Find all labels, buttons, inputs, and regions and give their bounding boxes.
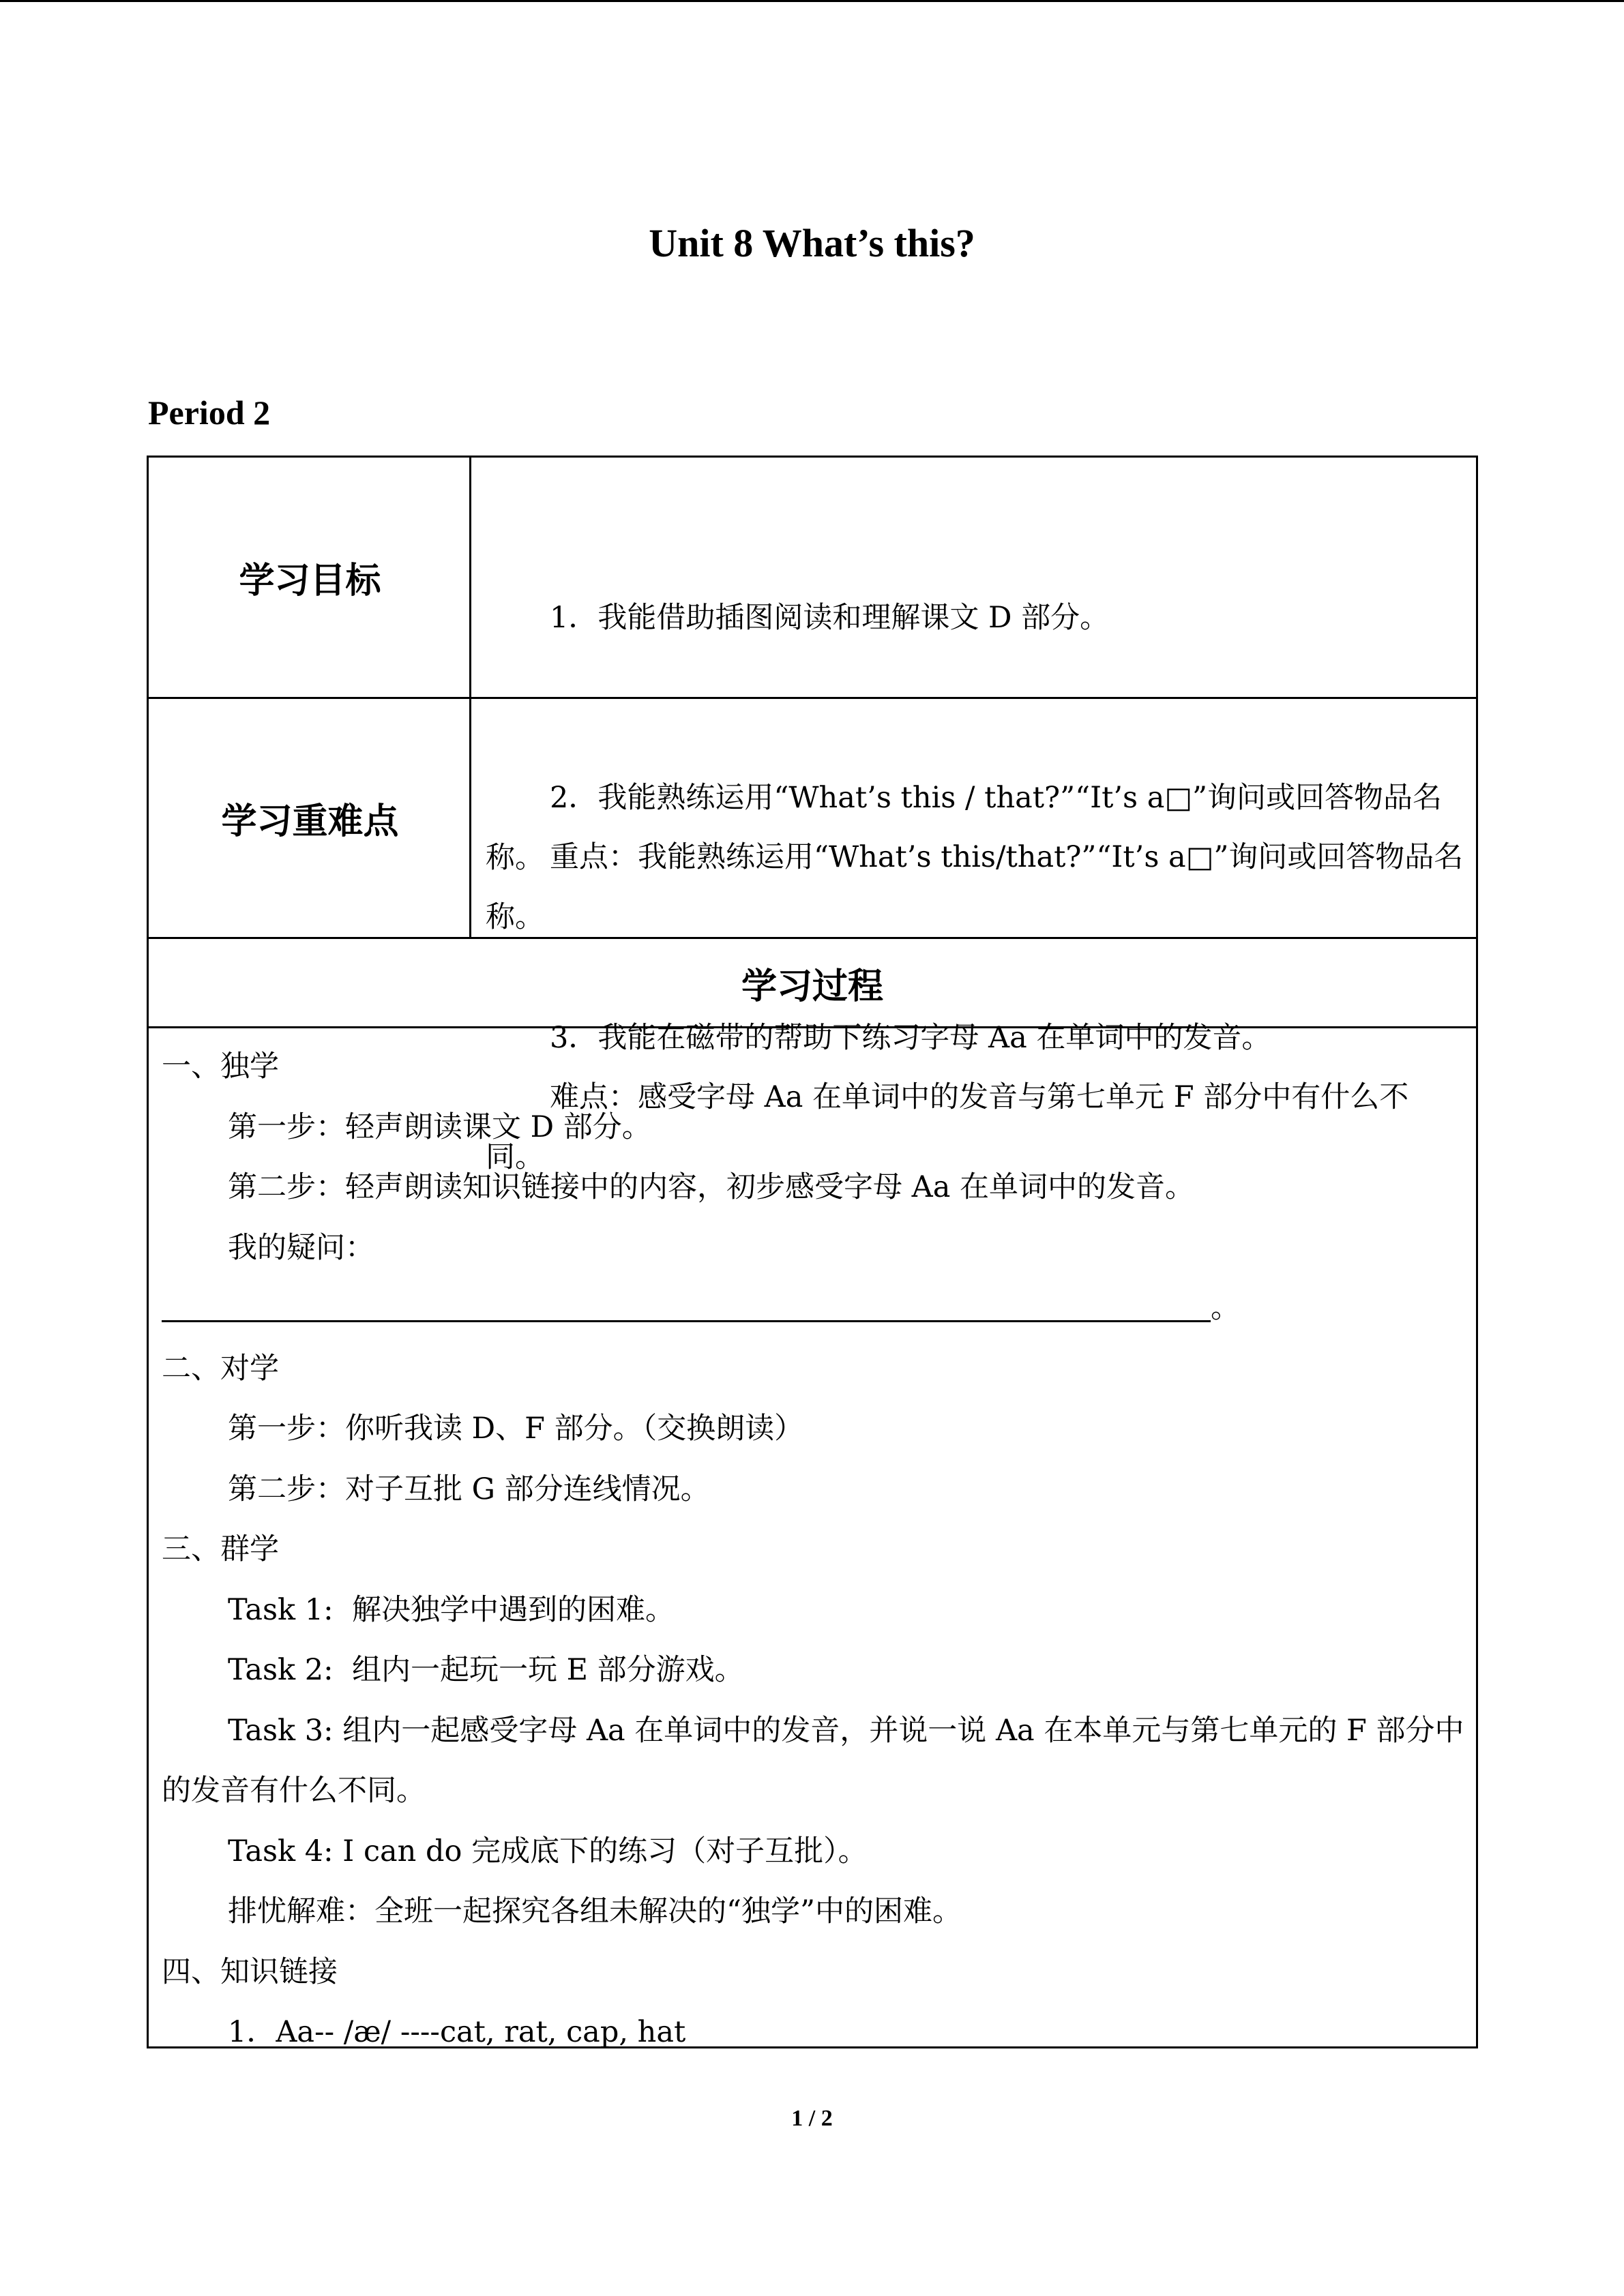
period-heading: Period 2: [148, 393, 271, 432]
group-task-1: Task 1: 解决独学中遇到的困难。: [228, 1592, 675, 1627]
document-title: Unit 8 What’s this?: [649, 221, 975, 265]
group-task-3: Task 3: 组内一起感受字母 Aa 在单词中的发音，并说一说 Aa 在本单元与第七单元的 F 部分中的发音有什么不同。: [162, 1713, 1464, 1808]
goals-label: 学习目标: [239, 561, 381, 601]
self-study-step-1: 第一步：轻声朗读课文 D 部分。: [228, 1109, 651, 1144]
answer-line-period: 。: [1211, 1291, 1240, 1325]
self-study-step-2: 第二步：轻声朗读知识链接中的内容，初步感受字母 Aa 在单词中的发音。: [228, 1170, 1195, 1204]
knowledge-item-1: 1．Aa-- /æ/ ----cat, rat, cap, hat: [228, 2015, 686, 2049]
key-points-label: 学习重难点: [221, 801, 399, 842]
group-task-4: Task 4: I can do 完成底下的练习（对子互批）。: [228, 1834, 868, 1868]
process-heading: 学习过程: [741, 966, 883, 1007]
my-question-label: 我的疑问：: [228, 1230, 374, 1265]
page-top-border: [0, 0, 1624, 2]
answer-blank-rule: [162, 1320, 1211, 1322]
pair-study-step-2: 第二步：对子互批 G 部分连线情况。: [228, 1472, 710, 1506]
goals-line-3: 3．我能在磁带的帮助下练习字母 Aa 在单词中的发音。: [550, 1021, 1271, 1055]
section-group-study: 三、群学: [162, 1532, 279, 1566]
goals-line-1: 1．我能借助插图阅读和理解课文 D 部分。: [550, 601, 1110, 635]
group-task-2: Task 2: 组内一起玩一玩 E 部分游戏。: [228, 1653, 744, 1687]
page-number: 1 / 2: [791, 2106, 833, 2131]
section-knowledge-link: 四、知识链接: [162, 1954, 338, 1989]
key-point-line: 重点：我能熟练运用“What’s this/that?”“It’s a□”询问或回答物品名称。: [486, 840, 1464, 934]
difficult-point-line: 难点：感受字母 Aa 在单词中的发音与第七单元 F 部分中有什么不同。: [486, 1080, 1409, 1174]
goals-line-2: 2．我能熟练运用“What’s this / that?”“It’s a□”询问或回答物品名称。: [486, 781, 1442, 875]
question-answer-line[interactable]: [162, 1278, 1464, 1339]
problem-solving: 排忧解难：全班一起探究各组未解决的“独学”中的困难。: [228, 1894, 962, 1928]
pair-study-step-1: 第一步：你听我读 D、F 部分。（交换朗读）: [228, 1412, 804, 1446]
section-self-study: 一、独学: [162, 1049, 279, 1084]
process-content: [162, 1037, 1464, 2063]
section-pair-study: 二、对学: [162, 1351, 279, 1386]
